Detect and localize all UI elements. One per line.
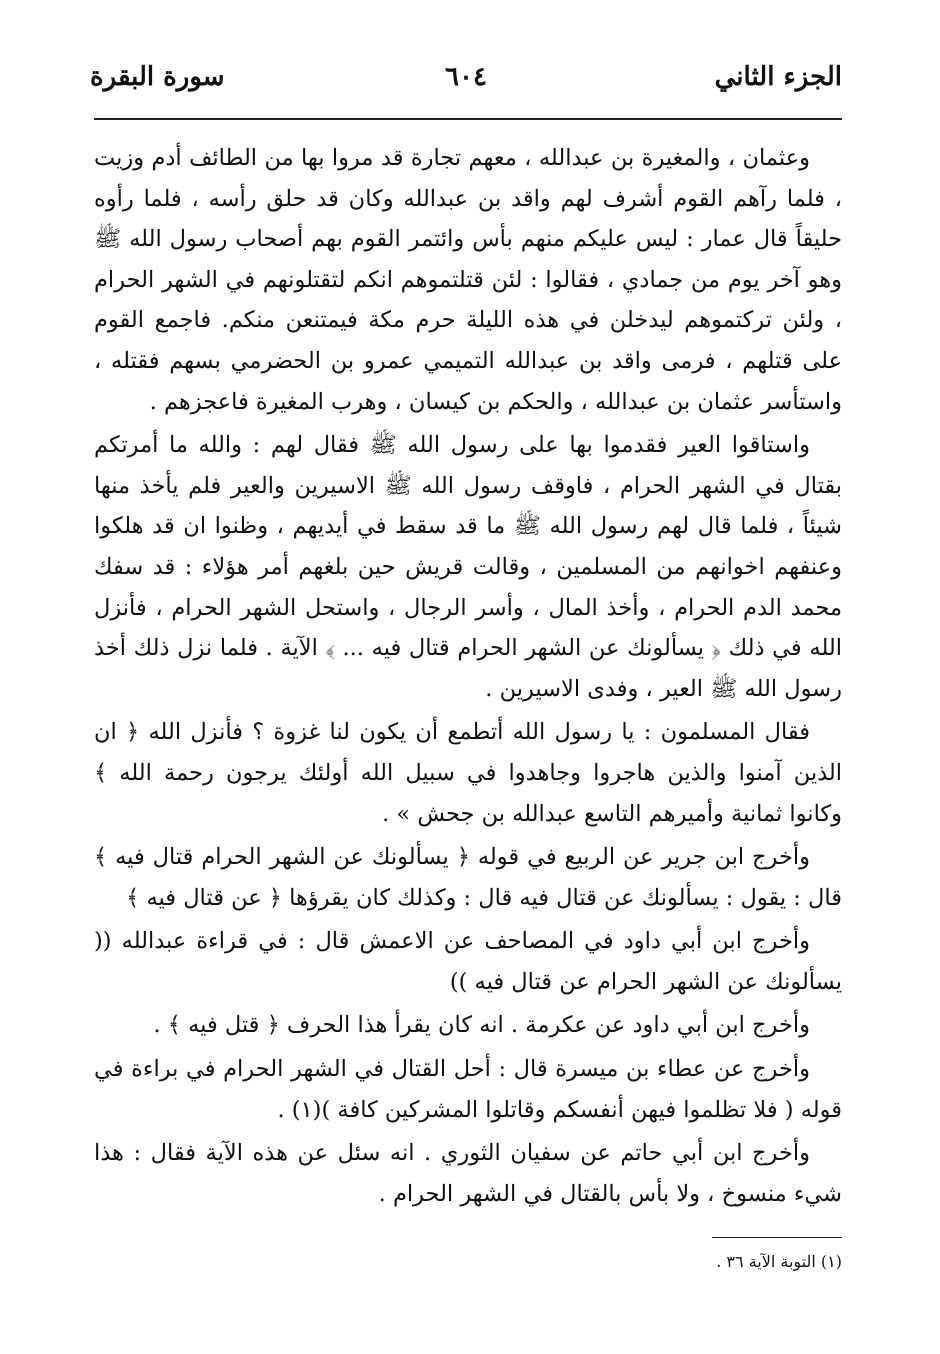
main-text	[94, 138, 842, 1214]
paragraph: وأخرج ابن أبي داود عن عكرمة . انه كان يقرأ هذا الحرف ﴿ قتل فيه ﴾ .	[153, 1012, 810, 1039]
paragraph: وأخرج ابن أبي حاتم عن سفيان الثوري . انه سئل عن هذه الآية فقال : هذا شيء منسوخ ، ولا بأس بالقتال في الشهر الحرام .	[94, 1140, 842, 1207]
paragraph: وأخرج ابن أبي داود في المصاحف عن الاعمش قال : في قراءة عبدالله (( يسألونك عن الشهر الحرام عن قتال فيه ))	[94, 928, 842, 995]
part-title: الجزء الثاني	[714, 62, 842, 92]
paragraph: وأخرج ابن جرير عن الربيع في قوله ﴿ يسألونك عن الشهر الحرام قتال فيه ﴾ قال : يقول : يسألونك عن قتال فيه قال : وكذلك كان يقرؤها ﴿ عن قتال فيه ﴾	[94, 844, 842, 911]
surah-title: سورة البقرة	[90, 62, 225, 92]
page-number: ٦٠٤	[445, 62, 487, 92]
paragraph: وأخرج عن عطاء بن ميسرة قال : أحل القتال في الشهر الحرام في براءة في قوله ( فلا تظلموا فيهن أنفسكم وقاتلوا المشركين كافة )(١) .	[94, 1056, 842, 1123]
footnote-divider	[712, 1237, 842, 1238]
running-header	[90, 62, 842, 106]
header-divider	[94, 118, 842, 120]
paragraph: وعثمان ، والمغيرة بن عبدالله ، معهم تجارة قد مروا بها من الطائف أدم وزيت ، فلما رآهم القوم أشرف لهم واقد بن عبدالله وكان قد حلق رأسه ، فلما رأوه حليقاً قال عمار : ليس عليكم منهم بأس وائتمر القوم بهم أصحاب رسول الله ﷺ وهو آخر يوم من جمادي ، فقالوا : لئن قتلتموهم انكم لتقتلونهم في الشهر الحرام ، ولئن تركتموهم ليدخلن في هذه الليلة حرم مكة فيمتنعن منكم. فاجمع القوم على قتلهم ، فرمى واقد بن عبدالله التميمي عمرو بن الحضرمي بسهم فقتله ، واستأسر عثمان بن عبدالله ، والحكم بن كيسان ، وهرب المغيرة فاعجزهم .	[94, 145, 842, 415]
paragraph: فقال المسلمون : يا رسول الله أتطمع أن يكون لنا غزوة ؟ فأنزل الله ﴿ ان الذين آمنوا والذين هاجروا وجاهدوا في سبيل الله أولئك يرجون رحمة الله ﴾ وكانوا ثمانية وأميرهم التاسع عبدالله بن جحش » .	[94, 719, 842, 827]
footnote: (١) التوبة الآية ٣٦ .	[716, 1252, 842, 1271]
paragraph: واستاقوا العير فقدموا بها على رسول الله ﷺ فقال لهم : والله ما أمرتكم بقتال في الشهر الحرام ، فاوقف رسول الله ﷺ الاسيرين والعير فلم يأخذ منها شيئاً ، فلما قال لهم رسول الله ﷺ ما قد سقط في أيديهم ، وظنوا ان قد هلكوا وعنفهم اخوانهم من المسلمين ، وقالت قريش حين بلغهم أمر هؤلاء : قد سفك محمد الدم الحرام ، وأخذ المال ، وأسر الرجال ، واستحل الشهر الحرام ، فأنزل الله في ذلك ﴿ يسألونك عن الشهر الحرام قتال فيه ... ﴾ الآية . فلما نزل ذلك أخذ رسول الله ﷺ العير ، وفدى الاسيرين .	[94, 432, 842, 702]
